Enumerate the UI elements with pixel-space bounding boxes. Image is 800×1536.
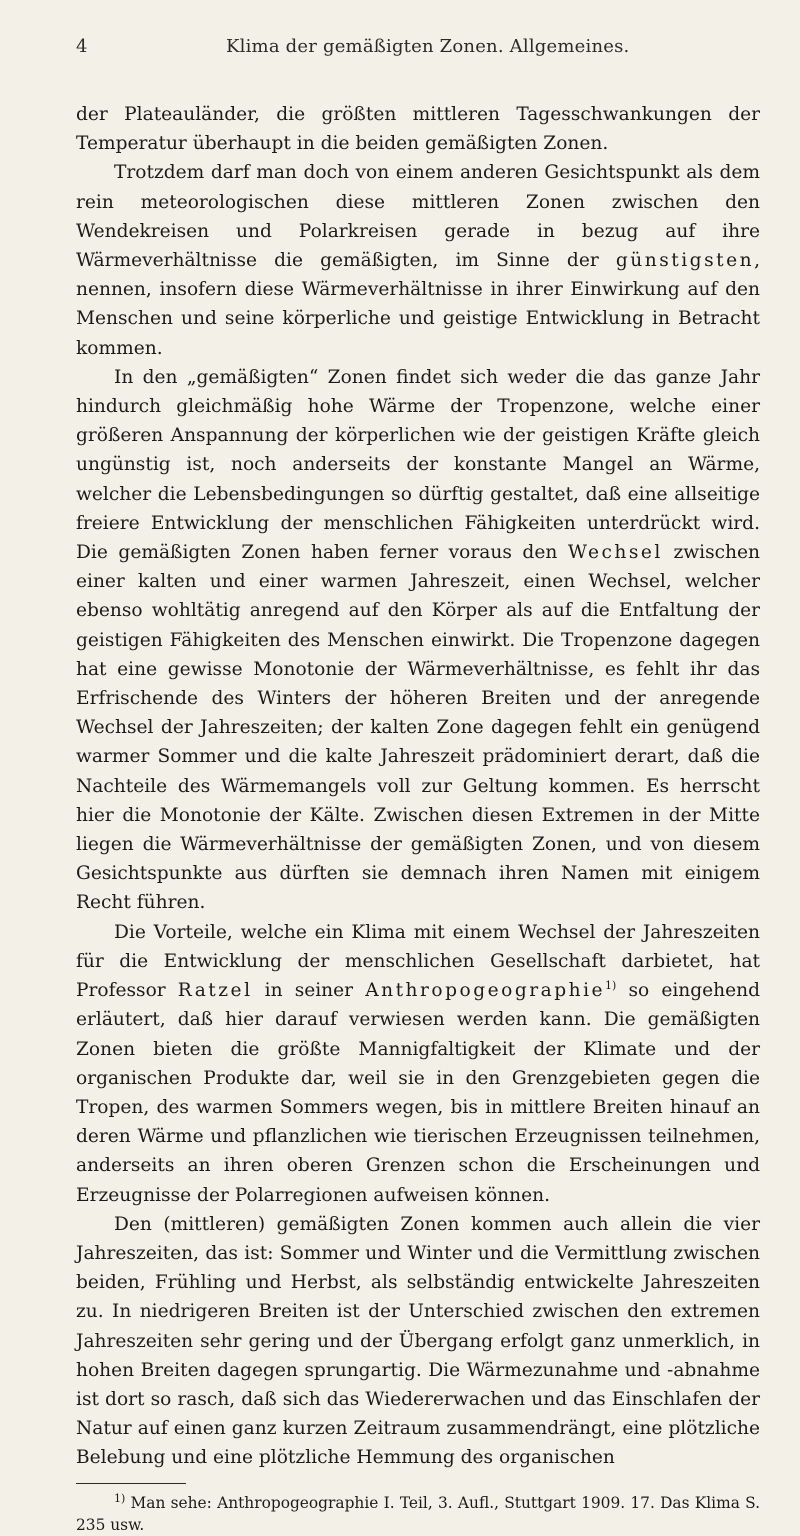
running-header — [76, 36, 760, 66]
footnote-reference[interactable]: 1) — [605, 978, 617, 992]
paragraph-continued: der Plateauländer, die größten mittleren Tagesschwankungen der Temperatur überhaupt in die beiden gemäßigten Zonen. — [76, 104, 760, 155]
footnote-divider — [76, 1483, 186, 1484]
footnote-text: Man sehe: Anthropogeographie I. Teil, 3. Aufl., Stuttgart 1909. 17. Das Klima S. 235 usw. — [76, 1493, 760, 1534]
emphasis-spaced: Ratzel — [177, 980, 253, 1002]
emphasis-spaced: Wechsel — [567, 542, 663, 564]
footnote — [76, 1492, 760, 1536]
footnote-mark: 1) — [114, 1491, 126, 1505]
emphasis-spaced: günstigsten — [615, 250, 755, 272]
emphasis-spaced: Anthropogeographie — [365, 980, 606, 1002]
body-text — [76, 100, 760, 1473]
paragraph: Die Vorteile, welche ein Klima mit einem Wechsel der Jahreszeiten für die Entwicklung der menschlichen Gesellschaft darbietet, hat Professor Ratzel in seiner Anthropogeographie$^{1)}$ so eingehend erläutert, daß hier darauf verwiesen werden kann. Die gemäßigten Zonen bieten die größte Mannigfaltigkeit der Klimate und der organischen Produkte dar, weil sie in den Grenzgebieten gegen die Tropen, des warmen Sommers wegen, bis in mittlere Breiten hinauf an deren Wärme und pflanzlichen wie tierischen Erzeugnissen teilnehmen, anderseits an ihren oberen Grenzen schon die Erscheinungen und Erzeugnisse der Polarregionen aufweisen können. — [76, 921, 761, 1206]
paragraph: Trotzdem darf man doch von einem anderen Gesichtspunkt als dem rein meteorologischen diese mittleren Zonen zwischen den Wendekreisen und Polarkreisen gerade in bezug auf ihre Wärmeverhältnisse die gemäßigten, im Sinne der günstigsten, nennen, insofern diese Wärmeverhältnisse in ihrer Einwirkung auf den Menschen und seine körperliche und geistige Entwicklung in Betracht kommen. — [76, 162, 760, 359]
paragraph: In den „gemäßigten“ Zonen findet sich weder die das ganze Jahr hindurch gleichmäßig hohe Wärme der Tropenzone, welche einer größeren Anspannung der körperlichen wie der geistigen Kräfte gleich ungünstig ist, noch anderseits der konstante Mangel an Wärme, welcher die Lebensbedingungen so dürftig gestaltet, daß eine allseitige freiere Entwicklung der menschlichen Fähigkeiten unterdrückt wird. Die gemäßigten Zonen haben ferner voraus den Wechsel zwischen einer kalten und einer warmen Jahreszeit, einen Wechsel, welcher ebenso wohltätig anregend auf den Körper als auf die Entfaltung der geistigen Fähigkeiten des Menschen einwirkt. Die Tropenzone dagegen hat eine gewisse Monotonie der Wärmeverhältnisse, es fehlt ihr das Erfrischende des Winters der höheren Breiten und der anregende Wechsel der Jahreszeiten; der kalten Zone dagegen fehlt ein genügend warmer Sommer und die kalte Jahreszeit prädominiert derart, daß die Nachteile des Wärmemangels voll zur Geltung kommen. Es herrscht hier die Monotonie der Kälte. Zwischen diesen Extremen in der Mitte liegen die Wärmeverhältnisse der gemäßigten Zonen, und von diesem Gesichtspunkte aus dürften sie demnach ihren Namen mit einigem Recht führen. — [76, 366, 761, 914]
paragraph: Den (mittleren) gemäßigten Zonen kommen auch allein die vier Jahreszeiten, das ist: Sommer und Winter und die Vermittlung zwischen beiden, Frühling und Herbst, als selbständig entwickelte Jahreszeiten zu. In niedrigeren Breiten ist der Unterschied zwischen den extremen Jahreszeiten sehr gering und der Übergang erfolgt ganz unmerklich, in hohen Breiten dagegen sprungartig. Die Wärmezunahme und -abnahme ist dort so rasch, daß sich das Wiedererwachen und das Einschlafen der Natur auf einen ganz kurzen Zeitraum zusammendrängt, eine plötzliche Belebung und eine plötzliche Hemmung des organischen — [76, 1213, 760, 1469]
page-number: 4 — [76, 36, 88, 57]
running-title: Klima der gemäßigten Zonen. Allgemeines. — [226, 36, 630, 57]
